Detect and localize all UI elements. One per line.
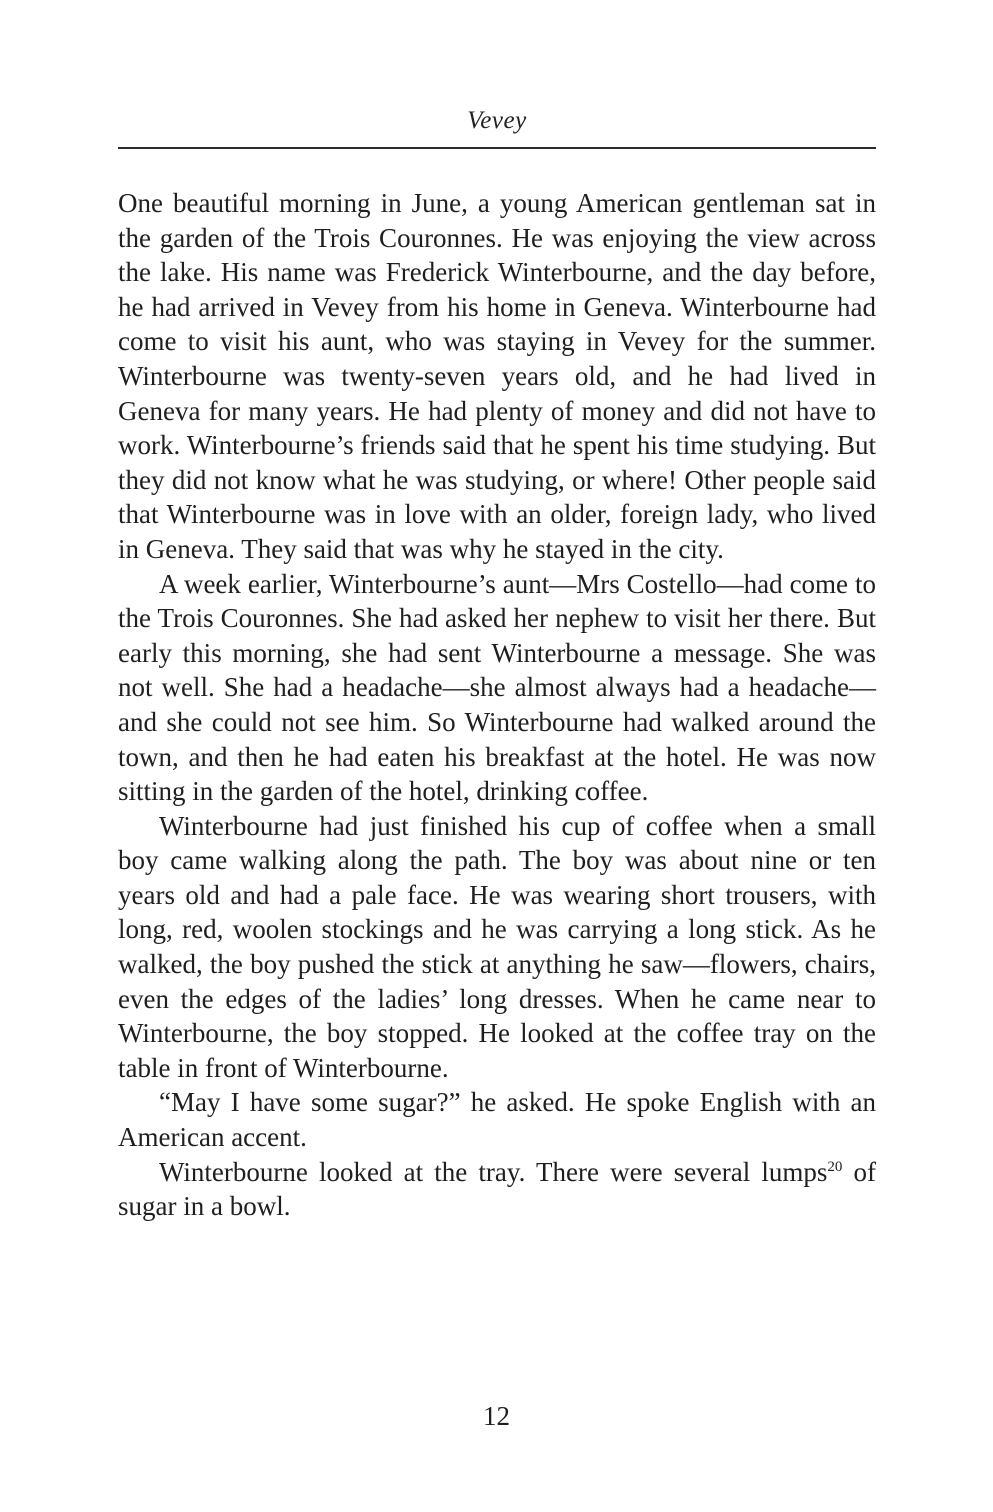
paragraph-5 <box>118 1155 876 1224</box>
paragraph-4: “May I have some sugar?” he asked. He spoke English with an American accent. <box>118 1087 876 1153</box>
running-header: Vevey <box>467 107 527 134</box>
paragraph-5-text-before-marker: Winterbourne looked at the tray. There were several lumps <box>159 1156 828 1187</box>
paragraph-3: Winterbourne had just finished his cup of coffee when a small boy came walking along the path. The boy was about nine or ten years old and had a pale face. He was wearing short trousers, with long, red, woolen stockings and he was carrying a long stick. As he walked, the boy pushed the stick at anything he saw—flowers, chairs, even the edges of the ladies’ long dresses. When he came near to Winterbourne, the boy stopped. He looked at the coffee tray on the table in front of Winterbourne. <box>118 810 876 1083</box>
footnote-marker: 20 <box>827 1158 843 1175</box>
paragraph-1: One beautiful morning in June, a young American gentleman sat in the garden of the Trois Couronnes. He was enjoying the view across the lake. His name was Frederick Winterbourne, and the day before, he had arrived in Vevey from his home in Geneva. Winterbourne had come to visit his aunt, who was staying in Vevey for the summer. Winterbourne was twenty-seven years old, and he had lived in Geneva for many years. He had plenty of money and did not have to work. Winterbourne’s friends said that he spent his time studying. But they did not know what he was studying, or where! Other people said that Winterbourne was in love with an older, foreign lady, who lived in Geneva. They said that was why he stayed in the city. <box>118 188 876 564</box>
body-text <box>118 186 876 1224</box>
page-number: 12 <box>483 1401 510 1431</box>
header-rule <box>118 147 876 149</box>
paragraph-5-text-after-marker: of sugar in a bowl. <box>118 1156 876 1222</box>
paragraph-2: A week earlier, Winterbourne’s aunt—Mrs Costello—had come to the Trois Couronnes. She had asked her nephew to visit her there. But early this morning, she had sent Winterbourne a message. She was not well. She had a headache—she almost always had a headache—and she could not see him. So Winterbourne had walked around the town, and then he had eaten his breakfast at the hotel. He was now sitting in the garden of the hotel, drinking coffee. <box>118 568 876 807</box>
